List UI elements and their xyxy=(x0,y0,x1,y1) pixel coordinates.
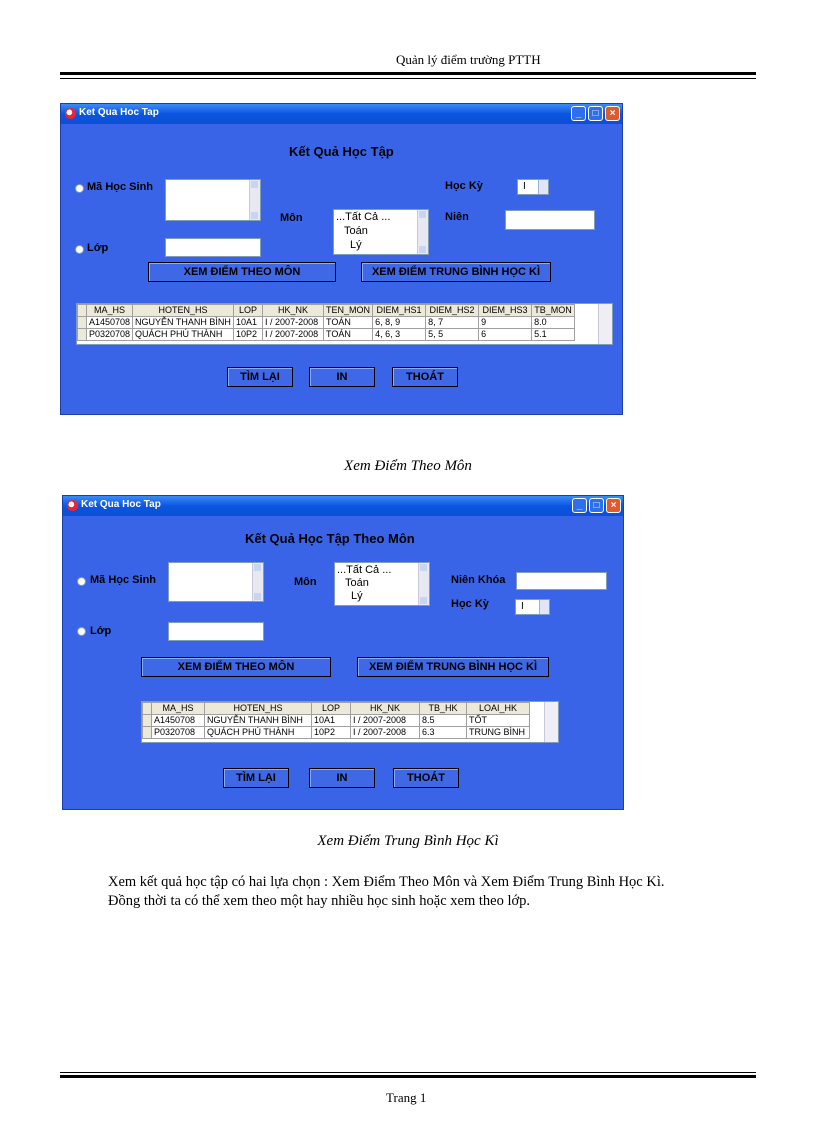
radio-class[interactable] xyxy=(77,627,86,636)
cell: TRUNG BÌNH xyxy=(467,727,530,739)
minimize-button[interactable]: _ xyxy=(571,106,586,121)
header-rule-thin xyxy=(60,78,756,79)
close-button[interactable]: × xyxy=(605,106,620,121)
cell: I / 2007-2008 xyxy=(351,727,420,739)
column-header[interactable]: LOP xyxy=(234,305,263,317)
header-rule-thick xyxy=(60,72,756,75)
window-ket-qua-hoc-tap-theo-mon xyxy=(62,495,624,810)
cell: A1450708 xyxy=(87,317,133,329)
cell: I / 2007-2008 xyxy=(351,715,420,727)
radio-class-label: Lớp xyxy=(90,625,112,637)
search-again-button[interactable]: TÌM LẠI xyxy=(227,367,293,387)
subject-label: Môn xyxy=(294,576,317,588)
cell: QUÁCH PHÚ THÀNH xyxy=(205,727,312,739)
radio-class-label: Lớp xyxy=(87,242,109,254)
window-title: Ket Qua Hoc Tap xyxy=(81,499,161,510)
listbox-scrollbar[interactable] xyxy=(418,563,429,605)
cell: 10A1 xyxy=(312,715,351,727)
column-header[interactable]: HOTEN_HS xyxy=(133,305,234,317)
row-selector[interactable] xyxy=(143,727,152,739)
subject-option[interactable]: Lý xyxy=(351,590,363,602)
subject-option[interactable]: ...Tất Cả ... xyxy=(337,564,392,576)
subject-option[interactable]: Toán xyxy=(344,225,368,237)
app-icon xyxy=(65,108,76,119)
cell: 4, 6, 3 xyxy=(373,329,426,341)
results-grid[interactable] xyxy=(141,701,559,743)
column-header[interactable]: TB_MON xyxy=(532,305,575,317)
listbox-scrollbar[interactable] xyxy=(417,210,428,254)
window-ket-qua-hoc-tap xyxy=(60,103,623,415)
cell: A1450708 xyxy=(152,715,205,727)
table-header-row xyxy=(143,703,530,715)
column-header[interactable]: HOTEN_HS xyxy=(205,703,312,715)
maximize-button[interactable]: □ xyxy=(589,498,604,513)
cell: 5, 5 xyxy=(426,329,479,341)
radio-class[interactable] xyxy=(75,245,84,254)
form-title: Kết Quả Học Tập Theo Môn xyxy=(245,531,415,546)
table-row[interactable] xyxy=(143,727,530,739)
student-id-textarea[interactable] xyxy=(165,179,261,221)
app-icon xyxy=(67,500,78,511)
footer-page-number: Trang 1 xyxy=(386,1090,427,1105)
textarea-scrollbar[interactable] xyxy=(249,180,260,220)
cell: TOÁN xyxy=(324,317,373,329)
subject-option[interactable]: ...Tất Cả ... xyxy=(336,211,391,223)
cell: 8.0 xyxy=(532,317,575,329)
title-bar[interactable] xyxy=(61,104,622,124)
semester-label: Học Kỳ xyxy=(445,180,483,192)
results-table xyxy=(77,304,575,341)
results-grid[interactable] xyxy=(76,303,613,345)
column-header[interactable]: LOP xyxy=(312,703,351,715)
footer-rule-thick xyxy=(60,1075,756,1078)
cell: 10P2 xyxy=(312,727,351,739)
subject-listbox[interactable] xyxy=(333,209,429,255)
minimize-button[interactable]: _ xyxy=(572,498,587,513)
search-again-button[interactable]: TÌM LẠI xyxy=(223,768,289,788)
cell: 6, 8, 9 xyxy=(373,317,426,329)
cell: P0320708 xyxy=(152,727,205,739)
semester-spinner[interactable] xyxy=(515,599,550,615)
school-year-input[interactable] xyxy=(516,572,607,590)
body-paragraph-line-1: Xem kết quả học tập có hai lựa chọn : Xem Điểm Theo Môn và Xem Điểm Trung Bình Học Kì. xyxy=(108,874,665,890)
semester-value: I xyxy=(523,181,526,192)
school-year-label: Niên xyxy=(445,211,469,223)
semester-label: Học Kỳ xyxy=(451,598,489,610)
class-input[interactable] xyxy=(165,238,261,257)
title-bar[interactable] xyxy=(63,496,623,516)
spinner-arrows[interactable] xyxy=(538,180,548,194)
subject-listbox[interactable] xyxy=(334,562,430,606)
class-input[interactable] xyxy=(168,622,264,641)
view-by-subject-button[interactable]: XEM ĐIỂM THEO MÔN xyxy=(148,262,336,282)
view-semester-average-button[interactable]: XEM ĐIỂM TRUNG BÌNH HỌC KÌ xyxy=(361,262,551,282)
cell: I / 2007-2008 xyxy=(263,329,324,341)
table-header-row xyxy=(78,305,575,317)
maximize-button[interactable]: □ xyxy=(588,106,603,121)
cell: P0320708 xyxy=(87,329,133,341)
cell: NGUYỄN THANH BÌNH xyxy=(205,715,312,727)
textarea-scrollbar[interactable] xyxy=(252,563,263,601)
cell: 8, 7 xyxy=(426,317,479,329)
column-header[interactable]: HK_NK xyxy=(263,305,324,317)
subject-label: Môn xyxy=(280,212,303,224)
column-header[interactable]: LOAI_HK xyxy=(467,703,530,715)
row-selector[interactable] xyxy=(143,715,152,727)
semester-spinner[interactable] xyxy=(517,179,549,195)
exit-button[interactable]: THOÁT xyxy=(393,768,459,788)
cell: 10A1 xyxy=(234,317,263,329)
cell: I / 2007-2008 xyxy=(263,317,324,329)
cell: NGUYỄN THANH BÌNH xyxy=(133,317,234,329)
row-selector[interactable] xyxy=(78,317,87,329)
table-row[interactable] xyxy=(78,329,575,341)
caption-view-by-subject: Xem Điểm Theo Môn xyxy=(344,458,472,474)
table-row[interactable] xyxy=(143,715,530,727)
row-header-corner xyxy=(78,305,87,317)
cell: 10P2 xyxy=(234,329,263,341)
footer-rule-thin xyxy=(60,1072,756,1073)
grid-scrollbar[interactable] xyxy=(598,304,612,344)
cell: 6 xyxy=(479,329,532,341)
cell: 5.1 xyxy=(532,329,575,341)
radio-student-id-label: Mã Học Sinh xyxy=(90,574,157,586)
column-header[interactable]: DIEM_HS2 xyxy=(426,305,479,317)
row-selector[interactable] xyxy=(78,329,87,341)
column-header[interactable]: DIEM_HS1 xyxy=(373,305,426,317)
table-row[interactable] xyxy=(78,317,575,329)
body-paragraph-line-2: Đồng thời ta có thể xem theo một hay nhiều học sinh hoặc xem theo lớp. xyxy=(108,893,531,909)
results-table xyxy=(142,702,530,739)
exit-button[interactable]: THOÁT xyxy=(392,367,458,387)
row-header-corner xyxy=(143,703,152,715)
print-button[interactable]: IN xyxy=(309,367,375,387)
column-header[interactable]: MA_HS xyxy=(87,305,133,317)
radio-student-id-label: Mã Học Sinh xyxy=(87,181,154,193)
caption-view-semester-average: Xem Điểm Trung Bình Học Kì xyxy=(317,833,499,849)
spinner-arrows[interactable] xyxy=(539,600,549,614)
subject-option[interactable]: Toán xyxy=(345,577,369,589)
radio-student-id[interactable] xyxy=(77,577,86,586)
cell: QUÁCH PHÚ THÀNH xyxy=(133,329,234,341)
column-header[interactable]: TB_HK xyxy=(420,703,467,715)
view-by-subject-button[interactable]: XEM ĐIỂM THEO MÔN xyxy=(141,657,331,677)
cell: TOÁN xyxy=(324,329,373,341)
cell: 8.5 xyxy=(420,715,467,727)
column-header[interactable]: DIEM_HS3 xyxy=(479,305,532,317)
column-header[interactable]: HK_NK xyxy=(351,703,420,715)
grid-scrollbar[interactable] xyxy=(544,702,558,742)
view-semester-average-button[interactable]: XEM ĐIỂM TRUNG BÌNH HỌC KÌ xyxy=(357,657,549,677)
form-title: Kết Quả Học Tập xyxy=(289,144,394,159)
column-header[interactable]: TEN_MON xyxy=(324,305,373,317)
close-button[interactable]: × xyxy=(606,498,621,513)
school-year-input[interactable] xyxy=(505,210,595,230)
print-button[interactable]: IN xyxy=(309,768,375,788)
cell: 6.3 xyxy=(420,727,467,739)
page-header-title: Quản lý điểm trường PTTH xyxy=(396,52,541,67)
cell: TỐT xyxy=(467,715,530,727)
window-title: Ket Qua Hoc Tap xyxy=(79,107,159,118)
radio-student-id[interactable] xyxy=(75,184,84,193)
semester-value: I xyxy=(521,601,524,612)
column-header[interactable]: MA_HS xyxy=(152,703,205,715)
school-year-label: Niên Khóa xyxy=(451,574,506,586)
student-id-textarea[interactable] xyxy=(168,562,264,602)
cell: 9 xyxy=(479,317,532,329)
subject-option[interactable]: Lý xyxy=(350,239,362,251)
